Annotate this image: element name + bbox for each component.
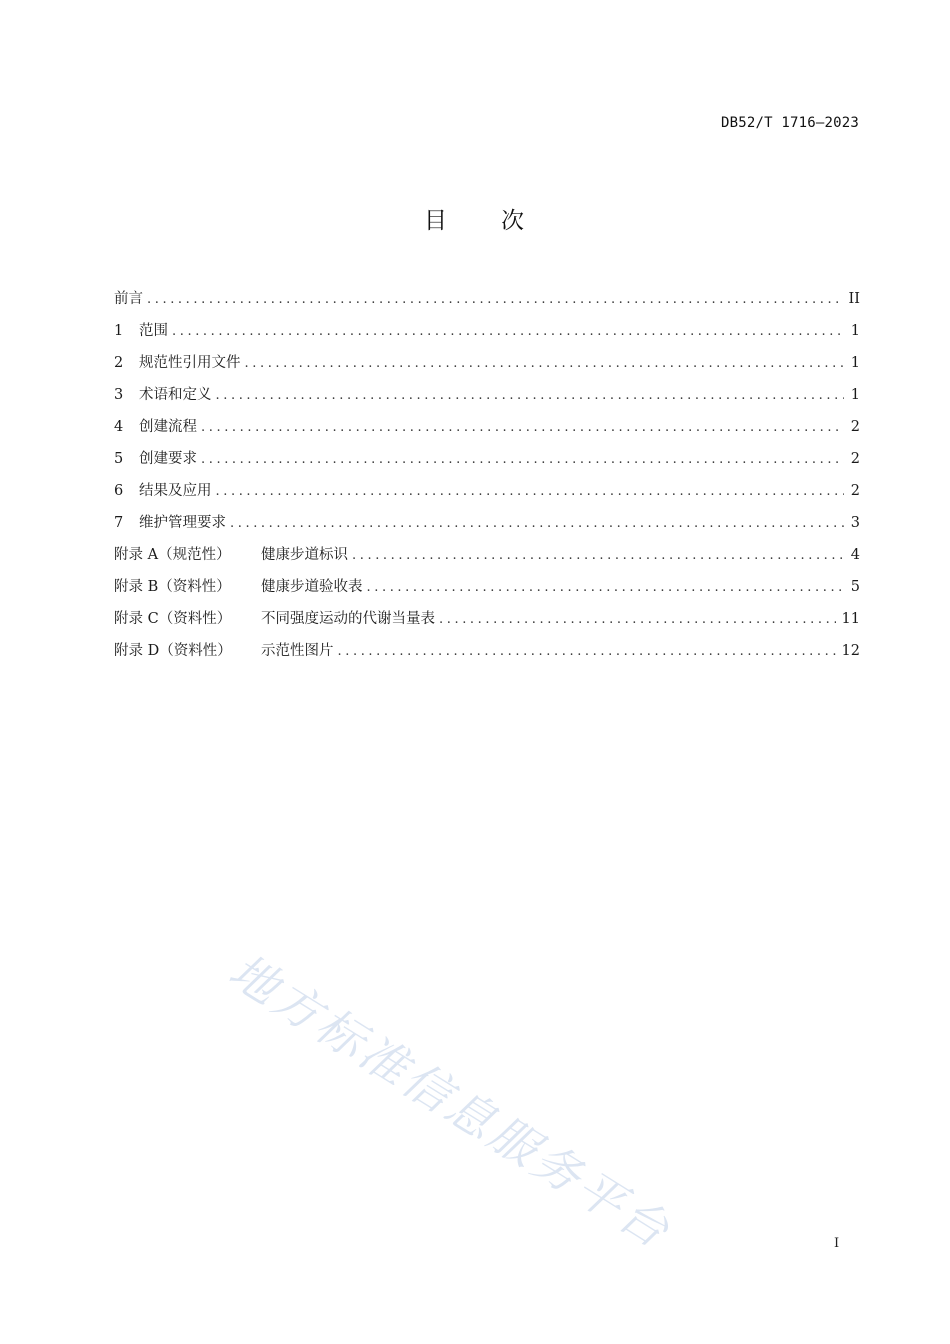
dot-leader [147, 287, 843, 313]
dot-leader [352, 543, 844, 569]
toc-entry-page: 2 [850, 451, 860, 467]
toc-entry-page: II [848, 291, 860, 307]
toc-entry-label: 创建流程 [139, 419, 197, 435]
toc-entry-page: 2 [850, 483, 860, 499]
toc-entry-number: 4 [114, 419, 124, 435]
toc-entry-number: 3 [114, 387, 124, 403]
toc-entry-appendix: 附录 D（资料性） [114, 643, 232, 659]
toc-entry-appendix-b[interactable] [114, 574, 860, 606]
toc-entry-appendix-c[interactable] [114, 606, 860, 638]
toc-entry-appendix: 附录 A（规范性） [114, 547, 231, 563]
toc-entry-label: 术语和定义 [139, 387, 212, 403]
dot-leader [216, 383, 845, 409]
toc-entry-page: 1 [850, 355, 860, 371]
dot-leader [172, 319, 844, 345]
dot-leader [338, 639, 836, 665]
title-char-2: 次 [501, 208, 526, 234]
toc-entry-number: 6 [114, 483, 124, 499]
page-number: I [834, 1236, 840, 1251]
toc-entry-results-application[interactable] [114, 478, 860, 510]
toc-entry-label: 前言 [114, 291, 143, 307]
toc-entry-page: 1 [850, 387, 860, 403]
toc-entry-creation-process[interactable] [114, 414, 860, 446]
toc-entry-appendix-d[interactable] [114, 638, 860, 670]
watermark: 地方标准信息服务平台 [219, 943, 681, 1261]
toc-entry-page: 5 [850, 579, 860, 595]
toc-entry-page: 12 [841, 643, 860, 659]
toc-entry-label: 规范性引用文件 [139, 355, 241, 371]
toc-entry-label: 健康步道标识 [261, 547, 348, 563]
toc-entry-appendix: 附录 B（资料性） [114, 579, 231, 595]
toc-entry-page: 2 [850, 419, 860, 435]
toc-entry-label: 范围 [139, 323, 168, 339]
toc-entry-label: 不同强度运动的代谢当量表 [261, 611, 435, 627]
toc-entry-foreword[interactable] [114, 286, 860, 318]
dot-leader [367, 575, 845, 601]
toc-entry-number: 1 [114, 323, 124, 339]
toc-entry-scope[interactable] [114, 318, 860, 350]
toc-entry-number: 2 [114, 355, 124, 371]
table-of-contents [114, 286, 860, 670]
dot-leader [245, 351, 845, 377]
toc-entry-page: 3 [850, 515, 860, 531]
title-char-1: 目 [424, 208, 449, 234]
toc-entry-label: 创建要求 [139, 451, 197, 467]
dot-leader [439, 607, 836, 633]
document-code: DB52/T 1716—2023 [720, 115, 859, 131]
toc-entry-appendix-a[interactable] [114, 542, 860, 574]
page-title [0, 202, 950, 235]
toc-entry-appendix: 附录 C（资料性） [114, 611, 232, 627]
toc-entry-label: 健康步道验收表 [261, 579, 363, 595]
toc-entry-number: 7 [114, 515, 124, 531]
toc-entry-label: 示范性图片 [261, 643, 334, 659]
toc-entry-normative-references[interactable] [114, 350, 860, 382]
dot-leader [230, 511, 844, 537]
toc-entry-label: 维护管理要求 [139, 515, 226, 531]
toc-entry-page: 11 [841, 611, 860, 627]
dot-leader [216, 479, 845, 505]
dot-leader [201, 447, 844, 473]
toc-entry-number: 5 [114, 451, 124, 467]
toc-entry-label: 结果及应用 [139, 483, 212, 499]
toc-entry-terms-definitions[interactable] [114, 382, 860, 414]
toc-entry-page: 4 [850, 547, 860, 563]
toc-entry-creation-requirements[interactable] [114, 446, 860, 478]
toc-entry-page: 1 [850, 323, 860, 339]
dot-leader [201, 415, 844, 441]
toc-entry-maintenance-requirements[interactable] [114, 510, 860, 542]
